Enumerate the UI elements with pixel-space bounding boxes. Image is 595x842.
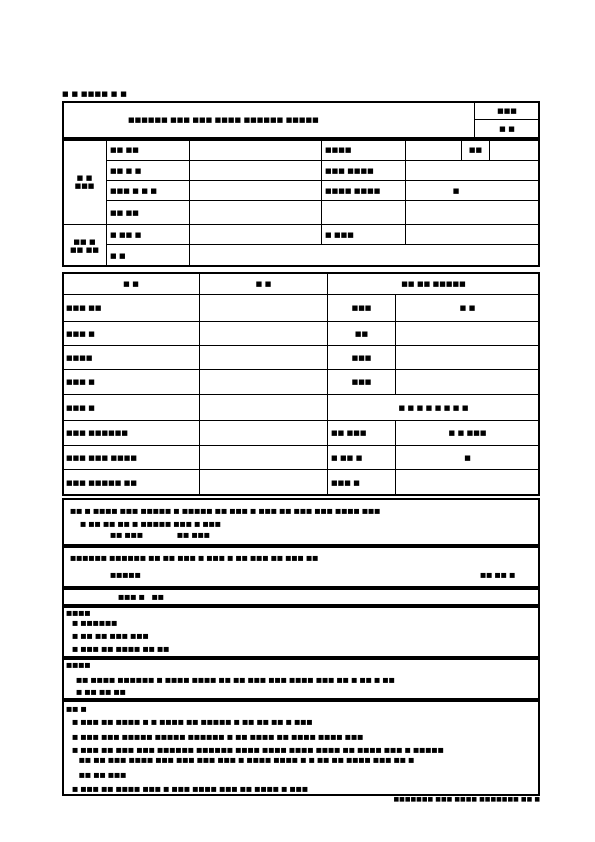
details-header-item: ■ ■ xyxy=(63,273,200,295)
applicant-phone-field[interactable] xyxy=(406,161,539,181)
applicant-name-label: ■■ ■■ xyxy=(107,140,190,161)
details-row-4-label: ■■■ ■ xyxy=(63,370,200,395)
details-row-6-field[interactable] xyxy=(200,421,328,446)
details-row-8-office-value[interactable] xyxy=(396,470,539,495)
applicant-id-label: ■■■■ xyxy=(322,140,406,161)
details-row-1-field[interactable] xyxy=(200,295,328,322)
form-title: ■■■■■■ ■■■ ■■■ ■■■■ ■■■■■■ ■■■■■ xyxy=(128,116,319,124)
applicant-location-field[interactable] xyxy=(190,201,322,225)
applicant-regno-spacer xyxy=(506,181,539,201)
consent-line-1: ■■■■■■ ■■■■■■ ■■ ■■ ■■■ ■ ■■■ ■ ■■ ■■■ ■■ ■■■ ■■ xyxy=(70,554,319,562)
fee-line-1: ■■ ■■■■ ■■■■■■ ■ ■■■■ ■■■■ ■■ ■■ ■■■ ■■■ ■■■■ ■■■ ■■ ■ ■■ ■ ■■ xyxy=(76,676,395,684)
note-item: ■ ■■■ ■■ ■■■ ■■■ ■■■■■■ ■■■■■■ ■■■■ ■■■■ ■■■■ ■■■■ ■■ ■■■■ ■■■ ■ ■■■■■ xyxy=(72,746,444,754)
applicant-regno-label: ■■■■ ■■■■ xyxy=(322,181,406,201)
note-item: ■■ ■■ ■■■ xyxy=(72,771,127,779)
details-row-5-field[interactable] xyxy=(200,395,328,421)
consent-signature-left: ■■■■■ xyxy=(110,571,141,579)
agent-address-field[interactable] xyxy=(190,245,539,266)
applicant-phone-label: ■■■ ■■■■ xyxy=(322,161,406,181)
note-item: ■ ■■■ ■■ ■■■■ ■■■ ■ ■■■ ■■■■ ■■■ ■■ ■■■■ ■ ■■■ xyxy=(72,785,308,793)
consent-box xyxy=(62,546,540,588)
agent-relation-label: ■ ■■■ xyxy=(322,225,406,245)
details-row-4-field[interactable] xyxy=(200,370,328,395)
applicant-address-label: ■■ ■ ■ xyxy=(107,161,190,181)
details-row-1-office-label: ■■■ xyxy=(328,295,396,322)
addressee: ■■■ ■ ■■ xyxy=(118,593,164,601)
notes-title: ■■ ■ xyxy=(66,705,87,713)
details-header-content: ■ ■ xyxy=(200,273,328,295)
applicant-business-label: ■■■ ■ ■ ■ xyxy=(107,181,190,201)
applicant-id-field[interactable] xyxy=(406,140,462,161)
details-row-8-label: ■■■ ■■■■■ ■■ xyxy=(63,470,200,495)
note-item: ■■ ■■ ■■■ ■■■■ ■■■ ■■■ ■■■ ■■■ ■ ■■■■ ■■■■ ■ ■ ■■ ■■ ■■■■ ■■■ ■■ ■ xyxy=(72,756,415,764)
applicant-extra-label xyxy=(322,201,406,225)
attachments-title: ■■■■ xyxy=(66,609,91,617)
agent-name-label: ■ ■■ ■ xyxy=(107,225,190,245)
details-row-4-office-label: ■■■ xyxy=(328,370,396,395)
declaration-line-2: ■ ■■ ■■ ■■ ■ ■■■■■ ■■■ ■ ■■■ xyxy=(80,520,221,528)
fee-line-2: ■ ■■ ■■ ■■ xyxy=(76,688,126,696)
note-item: ■ ■■■ ■■ ■■■■ ■ ■ ■■■■ ■■ ■■■■■ ■ ■■ ■■ ■■ ■ ■■■ xyxy=(72,718,313,726)
details-row-6-office-value[interactable]: ■ ■ ■■■ xyxy=(396,421,539,446)
applicant-name-field[interactable] xyxy=(190,140,322,161)
consent-signature-right: ■■ ■■ ■ xyxy=(480,571,516,579)
applicant-business-field[interactable] xyxy=(190,181,322,201)
details-row-6-office-label: ■■ ■■■ xyxy=(328,421,396,446)
applicant-extra-field[interactable] xyxy=(406,201,539,225)
details-row-8-field[interactable] xyxy=(200,470,328,495)
applicant-age-field[interactable] xyxy=(490,140,539,161)
details-row-8-office-label: ■■■ ■ xyxy=(328,470,396,495)
applicant-regno-field[interactable]: ■ xyxy=(406,181,506,201)
details-row-3-office-label: ■■■ xyxy=(328,346,396,370)
form-number: ■ ■ ■■■■ ■ ■ xyxy=(62,90,128,98)
details-row-7-field[interactable] xyxy=(200,446,328,470)
agent-name-field[interactable] xyxy=(190,225,322,245)
applicant-age-label: ■■ xyxy=(462,140,490,161)
fee-title: ■■■■ xyxy=(66,661,91,669)
details-row-1-office-value[interactable]: ■ ■ xyxy=(396,295,539,322)
details-row-2-label: ■■■ ■ xyxy=(63,322,200,346)
details-row-3-label: ■■■■ xyxy=(63,346,200,370)
applicant-section-label: ■ ■ ■■■ xyxy=(63,140,107,225)
details-row-3-field[interactable] xyxy=(200,346,328,370)
note-item: ■ ■■■ ■■■ ■■■■■ ■■■■■ ■■■■■■ ■ ■■ ■■■■ ■■ ■■■■ ■■■■ ■■■ xyxy=(72,733,364,741)
agent-relation-field[interactable] xyxy=(406,225,539,245)
details-row-2-office-value[interactable] xyxy=(396,322,539,346)
attachment-item: ■ ■■■■■■ xyxy=(72,619,118,627)
details-row-7-office-value[interactable]: ■ xyxy=(396,446,539,470)
attachment-item: ■ ■■■ ■■ ■■■■ ■■ ■■ xyxy=(72,645,170,653)
details-row-2-field[interactable] xyxy=(200,322,328,346)
details-row-2-office-label: ■■ xyxy=(328,322,396,346)
agent-section-label: ■■ ■ ■■ ■■ xyxy=(63,225,107,266)
details-row-7-label: ■■■ ■■■ ■■■■ xyxy=(63,446,200,470)
details-row-3-office-value[interactable] xyxy=(396,346,539,370)
details-row-5-label: ■■■ ■ xyxy=(63,395,200,421)
declaration-line-1: ■■ ■ ■■■■ ■■■ ■■■■■ ■ ■■■■■ ■■ ■■■ ■ ■■■ ■■ ■■■ ■■■ ■■■■ ■■■ xyxy=(70,507,381,515)
details-header-office: ■■ ■■ ■■■■■ xyxy=(328,273,539,295)
details-row-7-office-label: ■ ■■ ■ xyxy=(328,446,396,470)
applicant-location-label: ■■ ■■ xyxy=(107,201,190,225)
attachment-item: ■ ■■ ■■ ■■■ ■■■ xyxy=(72,632,149,640)
footer-spec: ■■■■■■■ ■■■ ■■■■ ■■■■■■■ ■■ ■ xyxy=(393,796,540,803)
declaration-line-3: ■■ ■■■ ■■ ■■■ xyxy=(110,531,210,539)
details-row-5-office-value: ■ ■ ■ ■ ■ ■ ■ ■ xyxy=(328,395,539,421)
details-row-1-label: ■■■ ■■ xyxy=(63,295,200,322)
agent-address-label: ■ ■ xyxy=(107,245,190,266)
details-row-6-label: ■■■ ■■■■■■ xyxy=(63,421,200,446)
receipt-label: ■■■ xyxy=(474,102,539,120)
applicant-address-field[interactable] xyxy=(190,161,322,181)
details-row-4-office-value[interactable] xyxy=(396,370,539,395)
receipt-value: ■ ■ xyxy=(474,120,539,138)
